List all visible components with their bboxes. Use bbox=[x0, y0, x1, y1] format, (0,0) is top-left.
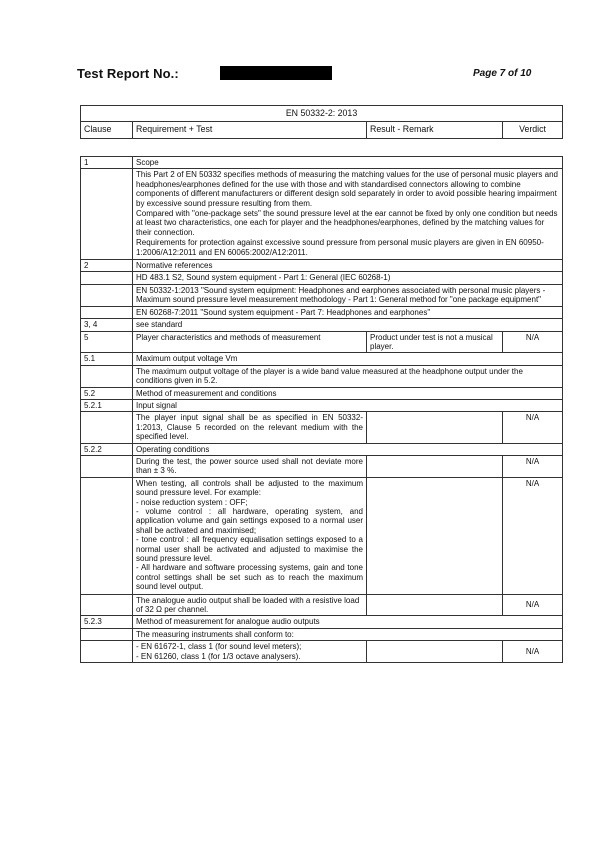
empty-cell bbox=[81, 284, 133, 306]
empty-cell bbox=[81, 412, 133, 443]
verdict: N/A bbox=[503, 412, 563, 443]
normative-reference: EN 60268-7:2011 "Sound system equipment - Part 7: Headphones and earphones" bbox=[133, 306, 563, 318]
clause-text: During the test, the power source used shall not deviate more than ± 3 %. bbox=[133, 455, 367, 477]
table-row bbox=[81, 284, 563, 306]
clause-text: The measuring instruments shall conform to: bbox=[133, 628, 563, 640]
normative-reference: EN 50332-1:2013 "Sound system equipment: Headphones and earphones associated with personal music players - Maximum sound pressure level measurement methodology - Part 1: General method for "one package equipment" bbox=[133, 284, 563, 306]
table-row bbox=[81, 319, 563, 331]
normative-reference: HD 483.1 S2, Sound system equipment - Part 1: General (IEC 60268-1) bbox=[133, 272, 563, 284]
table-row bbox=[81, 641, 563, 663]
clause-number: 5.2.2 bbox=[81, 443, 133, 455]
empty-cell bbox=[81, 169, 133, 260]
empty-cell bbox=[81, 306, 133, 318]
text-line: - noise reduction system : OFF; bbox=[136, 497, 248, 507]
clause-title: Maximum output voltage Vm bbox=[133, 353, 563, 365]
clause-title: Operating conditions bbox=[133, 443, 563, 455]
column-header-verdict: Verdict bbox=[503, 122, 563, 139]
verdict: N/A bbox=[503, 641, 563, 663]
clause-number: 1 bbox=[81, 157, 133, 169]
report-title: Test Report No.: bbox=[77, 66, 179, 81]
verdict: N/A bbox=[503, 477, 563, 594]
standard-title: EN 50332-2: 2013 bbox=[81, 106, 563, 122]
text-line: When testing, all controls shall be adjusted to the maximum sound pressure level. For example: bbox=[136, 478, 363, 498]
clause-number: 5.2.1 bbox=[81, 399, 133, 411]
table-row bbox=[81, 477, 563, 594]
empty-cell bbox=[367, 641, 503, 663]
clause-title: Normative references bbox=[133, 260, 563, 272]
scope-paragraph: Requirements for protection against excessive sound pressure from personal music players are given in EN 60950-1:2006/A12:2011 and EN 60065:2002/A12:2011. bbox=[136, 238, 544, 257]
table-row bbox=[81, 616, 563, 628]
empty-cell bbox=[81, 641, 133, 663]
table-row bbox=[81, 353, 563, 365]
clause-text: see standard bbox=[133, 319, 563, 331]
clause-number: 5 bbox=[81, 331, 133, 353]
clause-number: 5.2.3 bbox=[81, 616, 133, 628]
text-line: - tone control : all frequency equalisation settings exposed to a normal user shall be activated and adjusted to maximise the sound pressure level. bbox=[136, 535, 363, 564]
table-row bbox=[81, 412, 563, 443]
verdict: N/A bbox=[503, 455, 563, 477]
clause-number: 5.1 bbox=[81, 353, 133, 365]
clause-title: Input signal bbox=[133, 399, 563, 411]
clause-title: Scope bbox=[133, 157, 563, 169]
clause-text: The maximum output voltage of the player is a wide band value measured at the headphone output under the conditions given in 5.2. bbox=[133, 365, 563, 387]
clause-number: 3, 4 bbox=[81, 319, 133, 331]
scope-paragraph: This Part 2 of EN 50332 specifies methods of measuring the matching values for the use of personal music players and headphones/earphones defined for the use with those and with standardised connectors allowing to combine components of different manufacturers or different design sold separately in order to avoid possible hearing impairment by excessive sound pressure resulting from them. bbox=[136, 170, 558, 208]
table-row bbox=[81, 628, 563, 640]
scope-text bbox=[133, 169, 563, 260]
clause-title: Method of measurement for analogue audio outputs bbox=[133, 616, 563, 628]
column-header-clause: Clause bbox=[81, 122, 133, 139]
page-number: Page 7 of 10 bbox=[473, 68, 532, 79]
table-row bbox=[81, 306, 563, 318]
column-header-result: Result - Remark bbox=[367, 122, 503, 139]
empty-cell bbox=[367, 594, 503, 616]
empty-cell bbox=[81, 477, 133, 594]
clause-text: The player input signal shall be as specified in EN 50332-1:2013, Clause 5 recorded on the relevant medium with the specified level. bbox=[133, 412, 367, 443]
verdict: N/A bbox=[503, 331, 563, 353]
table-row bbox=[81, 399, 563, 411]
clause-title: Player characteristics and methods of measurement bbox=[133, 331, 367, 353]
empty-cell bbox=[81, 628, 133, 640]
empty-cell bbox=[81, 272, 133, 284]
empty-cell bbox=[367, 477, 503, 594]
scope-paragraph: Compared with "one-package sets" the sound pressure level at the ear cannot be fixed by only one condition but needs at least two characteristics, one each for player and the headphones/earphones, defined by the matching values for their connection. bbox=[136, 209, 558, 237]
redacted-report-number bbox=[220, 66, 332, 80]
text-line: - volume control : all hardware, operating system, and application volume and gain settings exposed to a normal user shall be activated and maximised; bbox=[136, 507, 363, 535]
table-row bbox=[81, 169, 563, 260]
table-row bbox=[81, 157, 563, 169]
empty-cell bbox=[367, 412, 503, 443]
clause-text bbox=[133, 641, 367, 663]
empty-cell bbox=[81, 365, 133, 387]
column-header-requirement: Requirement + Test bbox=[133, 122, 367, 139]
requirements-table bbox=[80, 156, 563, 663]
clause-text: The analogue audio output shall be loaded with a resistive load of 32 Ω per channel. bbox=[133, 594, 367, 616]
clause-text bbox=[133, 477, 367, 594]
empty-cell bbox=[81, 455, 133, 477]
table-row bbox=[81, 272, 563, 284]
result-remark: Product under test is not a musical player. bbox=[367, 331, 503, 353]
text-line: - EN 61672-1, class 1 (for sound level meters); bbox=[136, 642, 302, 652]
table-row bbox=[81, 387, 563, 399]
table-row bbox=[81, 443, 563, 455]
table-row bbox=[81, 594, 563, 616]
standard-header-table bbox=[80, 105, 563, 139]
verdict: N/A bbox=[503, 594, 563, 616]
table-row bbox=[81, 365, 563, 387]
empty-cell bbox=[81, 594, 133, 616]
clause-number: 5.2 bbox=[81, 387, 133, 399]
clause-title: Method of measurement and conditions bbox=[133, 387, 563, 399]
table-row bbox=[81, 331, 563, 353]
text-line: - All hardware and software processing systems, gain and tone control settings shall be set such as to reach the maximum sound level output. bbox=[136, 563, 363, 592]
text-line: - EN 61260, class 1 (for 1/3 octave analysers). bbox=[136, 651, 301, 661]
table-row bbox=[81, 455, 563, 477]
empty-cell bbox=[367, 455, 503, 477]
clause-number: 2 bbox=[81, 260, 133, 272]
table-row bbox=[81, 260, 563, 272]
